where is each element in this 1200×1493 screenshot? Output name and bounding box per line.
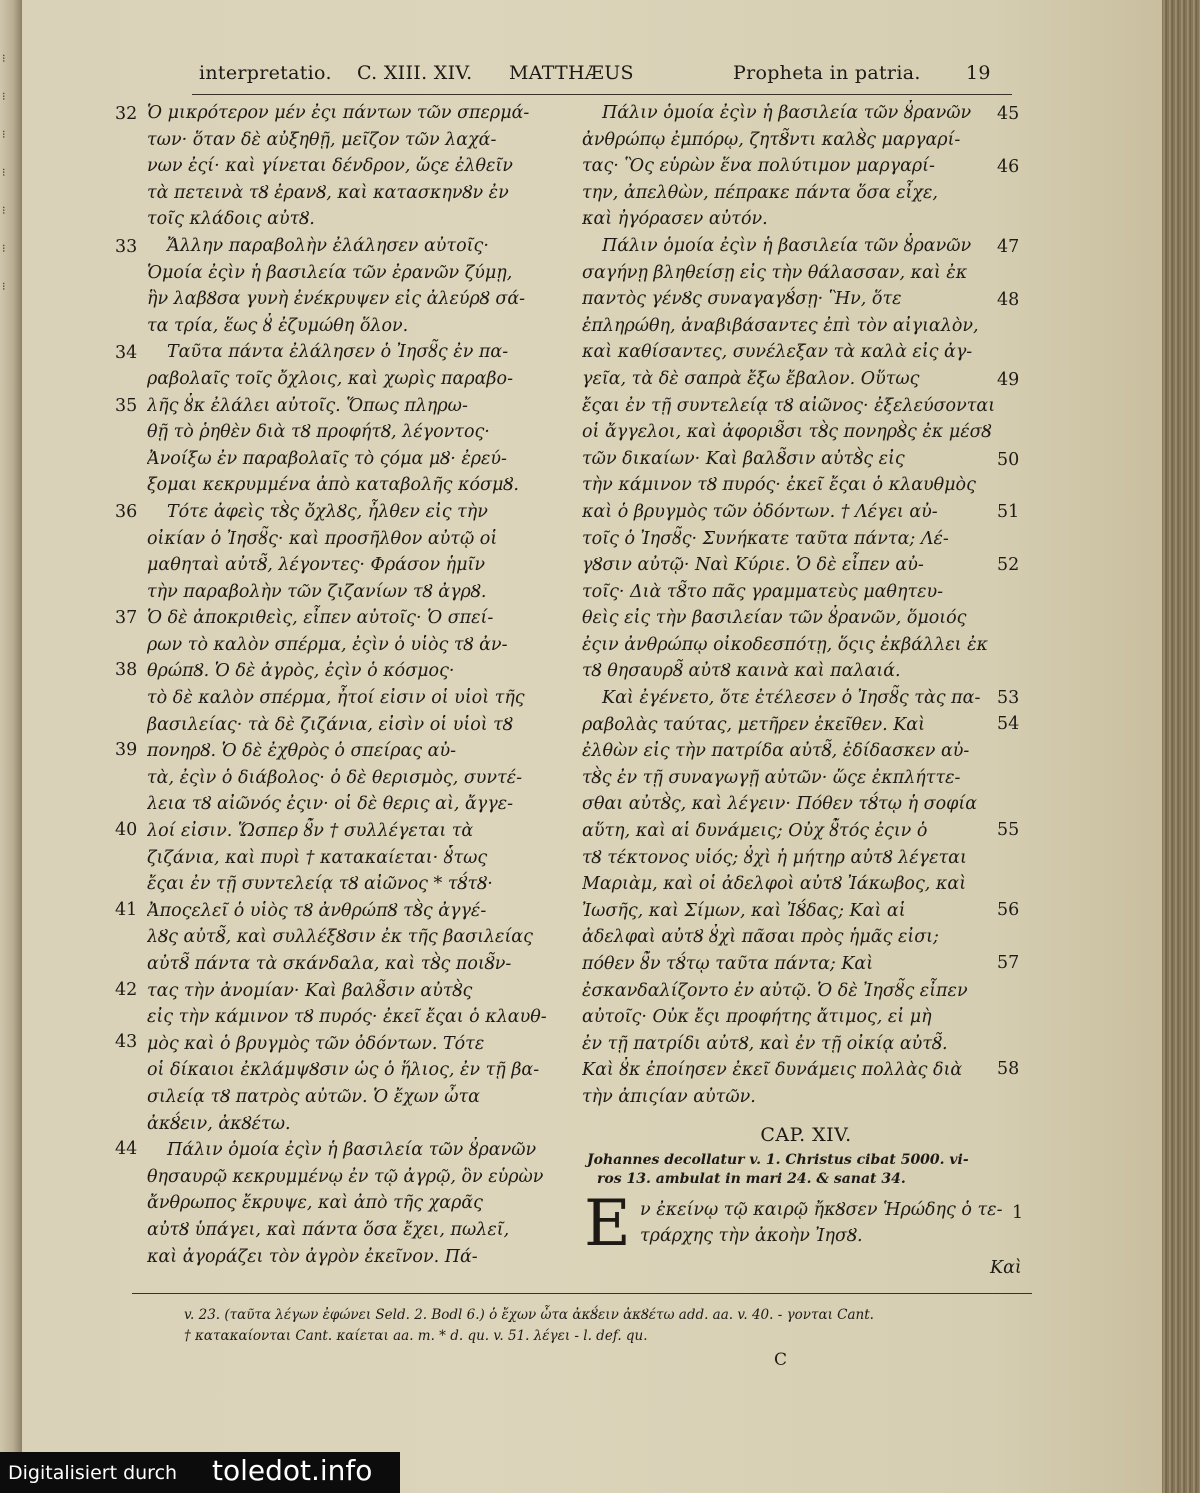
text-line: ραβολαῖς τοῖς ὄχλοις, καὶ χωρὶς παραβο-	[147, 368, 513, 389]
signature-mark: C	[774, 1350, 788, 1370]
text-line: αὐτȢ ὑπάγει, καὶ πάντα ὅσα ἔχει, πωλεῖ,	[147, 1219, 510, 1240]
verse-number: 54	[997, 714, 1020, 734]
text-line: θεὶς εἰς τὴν βασιλείαν τῶν ȣ̓ρανῶν, ὅμοιός	[582, 608, 967, 629]
chapter-heading: CAP. XIV.	[760, 1124, 852, 1146]
text-line: τῶν δικαίων· Καὶ βαλȢ̃σιν αὐτȢ̀ς εἰς	[582, 448, 905, 469]
text-line: ἐν τῇ πατρίδι αὐτȢ, καὶ ἐν τῇ οἰκίᾳ αὐτȢ̃.	[582, 1033, 948, 1054]
text-line: Ὁμοία ἐςὶν ἡ βασιλεία τῶν ἐρανῶν ζύμῃ,	[147, 262, 513, 283]
text-line: τας τὴν ἀνομίαν· Καὶ βαλȢ̃σιν αὐτȢ̀ς	[147, 980, 473, 1001]
verse-number: 43	[115, 1032, 138, 1052]
verse-number: 55	[997, 820, 1020, 840]
verse-number: 48	[997, 290, 1020, 310]
chapter-second-line: τράρχης τὴν ἀκοὴν ἸησȢ.	[640, 1226, 863, 1246]
drop-cap: E	[584, 1187, 631, 1261]
text-line: Τότε ἀφεὶς τȢ̀ς ὄχλȢς, ἦλθεν εἰς τὴν	[167, 501, 488, 522]
text-line: θησαυρῷ κεκρυμμένῳ ἐν τῷ ἀγρῷ, ὃν εὑρὼν	[147, 1166, 544, 1187]
verse-number: 1	[1012, 1203, 1024, 1223]
verse-number: 37	[115, 608, 138, 628]
running-head	[22, 62, 1162, 96]
running-head-left: interpretatio.	[199, 62, 332, 84]
text-line: τὴν παραβολὴν τῶν ζιζανίων τȢ ἀγρȢ.	[147, 581, 487, 602]
text-line: τοῖς· Διὰ τȢ̃το πᾶς γραμματεὺς μαθητευ-	[582, 581, 944, 602]
text-line: αὐτȢ̃ πάντα τὰ σκάνδαλα, καὶ τȢ̀ς ποιȢ̃ν-	[147, 954, 512, 974]
text-line: ἀνθρώπῳ ἐμπόρῳ, ζητȢ̃ντι καλȢ̀ς μαργαρί-	[582, 129, 961, 150]
text-line: ἐλθὼν εἰς τὴν πατρίδα αὐτȢ̃, ἐδίδασκεν αὐ-	[582, 741, 970, 762]
text-line: θῇ τὸ ῥηθὲν διὰ τȢ προφήτȢ, λέγοντος·	[147, 422, 490, 443]
footnote-line: v. 23. (ταῦτα λέγων ἐφώνει Seld. 2. Bodl 6.) ὁ ἔχων ὦτα ἀκȢ́ειν ἀκȢέτω add. aa. v. 40. - γονται Cant.	[184, 1307, 874, 1323]
text-line: Καὶ ἐγένετο, ὅτε ἐτέλεσεν ὁ Ἰησȣ̃ς τὰς πα-	[602, 688, 981, 709]
text-line: καὶ ἀγοράζει τὸν ἀγρὸν ἐκεῖνον. Πά-	[147, 1246, 478, 1267]
text-line: νων ἐςί· καὶ γίνεται δένδρον, ὥςε ἐλθεῖν	[147, 156, 513, 177]
text-line: Ἰωσῆς, καὶ Σίμων, καὶ ἸȢ́δας; Καὶ αἱ	[582, 900, 906, 921]
verse-number: 44	[115, 1139, 138, 1159]
text-line: Ταῦτα πάντα ἐλάλησεν ὁ Ἰησȣ̃ς ἐν πα-	[167, 342, 509, 363]
text-line: λεια τȢ αἰῶνός ἐςιν· οἱ δὲ θερις αὶ, ἄγγε-	[147, 794, 514, 815]
text-line: ἄνθρωπος ἔκρυψε, καὶ ἀπὸ τῆς χαρᾶς	[147, 1193, 483, 1214]
text-line: τοῖς κλάδοις αὐτȢ.	[147, 209, 315, 230]
text-line: οἱ δίκαιοι ἐκλάμψȢσιν ὡς ὁ ἥλιος, ἐν τῇ βα-	[147, 1060, 540, 1081]
page-edges	[1162, 0, 1200, 1493]
summary-line: ros 13. ambulat in mari 24. & sanat 34.	[597, 1171, 906, 1187]
text-line: λȢς αὐτȢ̃, καὶ συλλέξȢσιν ἐκ τῆς βασιλείας	[147, 927, 533, 948]
verse-number: 51	[997, 502, 1020, 522]
chapter-summary	[587, 1151, 1027, 1189]
text-line: λοί εἰσιν. Ὥσπερ ȣ̓̃ν † συλλέγεται τὰ	[147, 821, 474, 842]
text-line: λῆς ȣ̓κ ἐλάλει αὐτοῖς. Ὅπως πληρω-	[147, 395, 468, 416]
text-line: ἐσκανδαλίζοντο ἐν αὐτῷ. Ὁ δὲ Ἰησȣ̃ς εἶπεν	[582, 980, 968, 1001]
verse-number: 35	[115, 396, 138, 416]
text-line: Πάλιν ὁμοία ἐςὶν ἡ βασιλεία τῶν ȣ̓ρανῶν	[602, 235, 972, 256]
text-line: οἰκίαν ὁ Ἰησȣ̃ς· καὶ προσῆλθον αὐτῷ οἱ	[147, 528, 498, 549]
watermark-prefix: Digitalisiert durch	[8, 1462, 178, 1484]
verse-number: 47	[997, 237, 1020, 257]
watermark-brand: toledot.info	[212, 1454, 373, 1487]
text-line: τας· Ὃς εὑρὼν ἕνα πολύτιμον μαργαρί-	[582, 156, 935, 177]
verse-number: 50	[997, 450, 1020, 470]
verse-number: 46	[997, 157, 1020, 177]
verse-number: 56	[997, 900, 1020, 920]
text-line: Καὶ ȣ̓κ ἐποίησεν ἐκεῖ δυνάμεις πολλὰς διὰ	[582, 1060, 963, 1081]
header-rule	[192, 94, 1012, 95]
verse-number: 41	[115, 900, 138, 920]
text-line: τὸ δὲ καλὸν σπέρμα, ἦτοί εἰσιν οἱ υἱοὶ τῆς	[147, 688, 525, 709]
text-line: ἐπληρώθη, ἀναβιβάσαντες ἐπὶ τὸν αἰγιαλὸν,	[582, 315, 979, 336]
text-line: την, ἀπελθὼν, πέπρακε πάντα ὅσα εἶχε,	[582, 182, 938, 203]
text-line: τοῖς ὁ Ἰησȣ̃ς· Συνήκατε ταῦτα πάντα; Λέ-	[582, 528, 949, 549]
text-line: Ὁ μικρότερον μέν ἐςι πάντων τῶν σπερμά-	[147, 103, 530, 123]
summary-line: Johannes decollatur v. 1. Christus cibat 5000. vi-	[587, 1152, 969, 1168]
text-line: ἐςιν ἀνθρώπῳ οἰκοδεσπότῃ, ὅςις ἐκβάλλει ἐκ	[582, 634, 988, 655]
text-line: πονηρȢ. Ὁ δὲ ἐχθρὸς ὁ σπείρας αὐ-	[147, 741, 457, 762]
page-number: 19	[966, 62, 991, 84]
text-line: ἔςαι ἐν τῇ συντελείᾳ τȢ αἰῶνος * τȢ́τȢ·	[147, 874, 493, 895]
footnote-rule	[132, 1293, 1032, 1294]
text-line: Ὁ δὲ ἀποκριθεὶς, εἶπεν αὐτοῖς· Ὁ σπεί-	[147, 608, 494, 629]
verse-number: 45	[997, 104, 1020, 124]
verse-number: 32	[115, 104, 138, 124]
running-head-chapter: C. XIII. XIV.	[357, 62, 473, 84]
text-line: σαγήνῃ βληθείσῃ εἰς τὴν θάλασσαν, καὶ ἐκ	[582, 262, 968, 283]
chapter-first-line: ν ἐκείνῳ τῷ καιρῷ ἤκȢσεν Ἡρώδης ὁ τε-	[640, 1200, 1003, 1220]
book-binding-strip	[0, 0, 22, 1493]
text-line: αὕτη, καὶ αἱ δυνάμεις; Οὐχ ȣ̔̃τός ἐςιν ὁ	[582, 821, 928, 842]
text-line: σθαι αὐτȢ̀ς, καὶ λέγειν· Πόθεν τȢ́τῳ ἡ σοφία	[582, 794, 978, 815]
right-column	[582, 100, 1030, 1111]
footnotes	[184, 1305, 874, 1347]
text-line: βασιλείας· τὰ δὲ ζιζάνια, εἰσὶν οἱ υἱοὶ τȢ	[147, 714, 513, 735]
text-line: ἣν λαβȢσα γυνὴ ἐνέκρυψεν εἰς ἀλεύρȢ σά-	[147, 289, 526, 310]
verse-number: 34	[115, 343, 138, 363]
verse-number: 49	[997, 370, 1020, 390]
text-line: Ἀνοίξω ἐν παραβολαῖς τὸ ςόμα μȢ· ἐρεύ-	[147, 448, 507, 469]
text-line: σιλείᾳ τȢ πατρὸς αὐτῶν. Ὁ ἔχων ὦτα	[147, 1086, 480, 1107]
text-line: τȢ̀ς ἐν τῇ συναγωγῇ αὐτῶν· ὥςε ἐκπλήττε-	[582, 767, 961, 788]
running-head-right: Propheta in patria.	[733, 62, 921, 84]
text-line: τα τρία, ἕως ȣ̓ ἐζυμώθη ὅλον.	[147, 315, 409, 336]
text-line: Μαριὰμ, καὶ οἱ ἀδελφοὶ αὐτȢ Ἰάκωβος, καὶ	[582, 874, 967, 895]
text-line: τὴν κάμινον τȢ πυρός· ἐκεῖ ἔςαι ὁ κλαυθμὸς	[582, 475, 976, 496]
verse-number: 39	[115, 740, 138, 760]
verse-number: 58	[997, 1059, 1020, 1079]
text-line: καὶ ὁ βρυγμὸς τῶν ὀδόντων. † Λέγει αὐ-	[582, 501, 938, 522]
text-line: Ἀποςελεῖ ὁ υἱὸς τȢ ἀνθρώπȢ τȢ̀ς ἀγγέ-	[147, 900, 487, 921]
text-line: μαθηταὶ αὐτȢ̃, λέγοντες· Φράσον ἡμῖν	[147, 555, 486, 576]
text-line: τὰ πετεινὰ τȢ ἐρανȢ, καὶ κατασκηνȢν ἐν	[147, 182, 509, 203]
verse-number: 33	[115, 237, 138, 257]
text-line: καὶ ἠγόρασεν αὐτόν.	[582, 209, 768, 230]
text-line: ραβολὰς ταύτας, μετῆρεν ἐκεῖθεν. Καὶ	[582, 714, 925, 735]
text-line: καὶ καθίσαντες, συνέλεξαν τὰ καλὰ εἰς ἀγ-	[582, 342, 973, 363]
text-line: ἀδελφαὶ αὐτȢ ȣ̓χὶ πᾶσαι πρὸς ἡμᾶς εἰσι;	[582, 927, 939, 948]
digitization-watermark	[0, 1452, 400, 1493]
text-line: πόθεν ȣ̓̃ν τȢ́τῳ ταῦτα πάντα; Καὶ	[582, 954, 874, 974]
verse-number: 36	[115, 502, 138, 522]
verse-number: 57	[997, 953, 1020, 973]
text-line: τȢ τέκτονος υἱός; ȣ̓χὶ ἡ μήτηρ αὐτȢ λέγεται	[582, 847, 967, 868]
verse-number: 52	[997, 555, 1020, 575]
text-line: παντὸς γένȢς συναγαγȢ́σῃ· Ἣν, ὅτε	[582, 289, 902, 310]
text-line: ἀκȢ́ειν, ἀκȢέτω.	[147, 1113, 291, 1134]
footnote-line: † κατακαίονται Cant. καίεται aa. m. * d. qu. v. 51. λέγει - l. def. qu.	[184, 1328, 648, 1344]
verse-number: 38	[115, 660, 138, 680]
binding-marks: ⁝ ⁝ ⁝ ⁝ ⁝ ⁝ ⁝	[2, 52, 6, 293]
text-line: ζιζάνια, καὶ πυρὶ † κατακαίεται· ȣ̔́τως	[147, 847, 488, 868]
text-line: θρώπȢ. Ὁ δὲ ἀγρὸς, ἐςὶν ὁ κόσμος·	[147, 661, 455, 682]
text-line: γȢσιν αὐτῷ· Ναὶ Κύριε. Ὁ δὲ εἶπεν αὐ-	[582, 555, 924, 576]
text-line: μὸς καὶ ὁ βρυγμὸς τῶν ὀδόντων. Τότε	[147, 1033, 485, 1054]
text-line: τὴν ἀπιςίαν αὐτῶν.	[582, 1086, 756, 1107]
catchword: Καὶ	[990, 1258, 1022, 1278]
text-line: Πάλιν ὁμοία ἐςὶν ἡ βασιλεία τῶν ȣ̓ρανῶν	[602, 103, 972, 123]
left-column	[147, 100, 583, 1270]
text-line: αὐτοῖς· Οὐκ ἔςι προφήτης ἄτιμος, εἰ μὴ	[582, 1007, 932, 1028]
text-line: οἱ ἄγγελοι, καὶ ἀφοριȢ̃σι τȢ̀ς πονηρȢ̀ς ἐκ μέσȢ	[582, 422, 992, 443]
text-line: ρων τὸ καλὸν σπέρμα, ἐςὶν ὁ υἱὸς τȢ ἀν-	[147, 634, 508, 655]
text-line: τȢ θησαυρȢ̃ αὐτȢ καινὰ καὶ παλαιά.	[582, 661, 901, 682]
book-page	[22, 0, 1162, 1493]
text-line: των· ὅταν δὲ αὐξηθῇ, μεῖζον τῶν λαχά-	[147, 129, 497, 150]
text-line: εἰς τὴν κάμινον τȢ πυρός· ἐκεῖ ἔςαι ὁ κλαυθ-	[147, 1007, 547, 1028]
text-line: Ἄλλην παραβολὴν ἐλάλησεν αὐτοῖς·	[167, 235, 489, 256]
text-line: Πάλιν ὁμοία ἐςὶν ἡ βασιλεία τῶν ȣ̓ρανῶν	[167, 1140, 537, 1161]
text-line: ξομαι κεκρυμμένα ἀπὸ καταβολῆς κόσμȢ.	[147, 475, 519, 496]
text-line: γεῖα, τὰ δὲ σαπρὰ ἔξω ἔβαλον. Οὕτως	[582, 368, 920, 389]
verse-number: 53	[997, 688, 1020, 708]
running-head-book: MATTHÆUS	[509, 62, 634, 84]
text-line: τὰ, ἐςὶν ὁ διάβολος· ὁ δὲ θερισμὸς, συντέ-	[147, 767, 523, 788]
verse-number: 40	[115, 820, 138, 840]
text-line: ἔςαι ἐν τῇ συντελείᾳ τȢ αἰῶνος· ἐξελεύσονται	[582, 395, 996, 416]
verse-number: 42	[115, 980, 138, 1000]
